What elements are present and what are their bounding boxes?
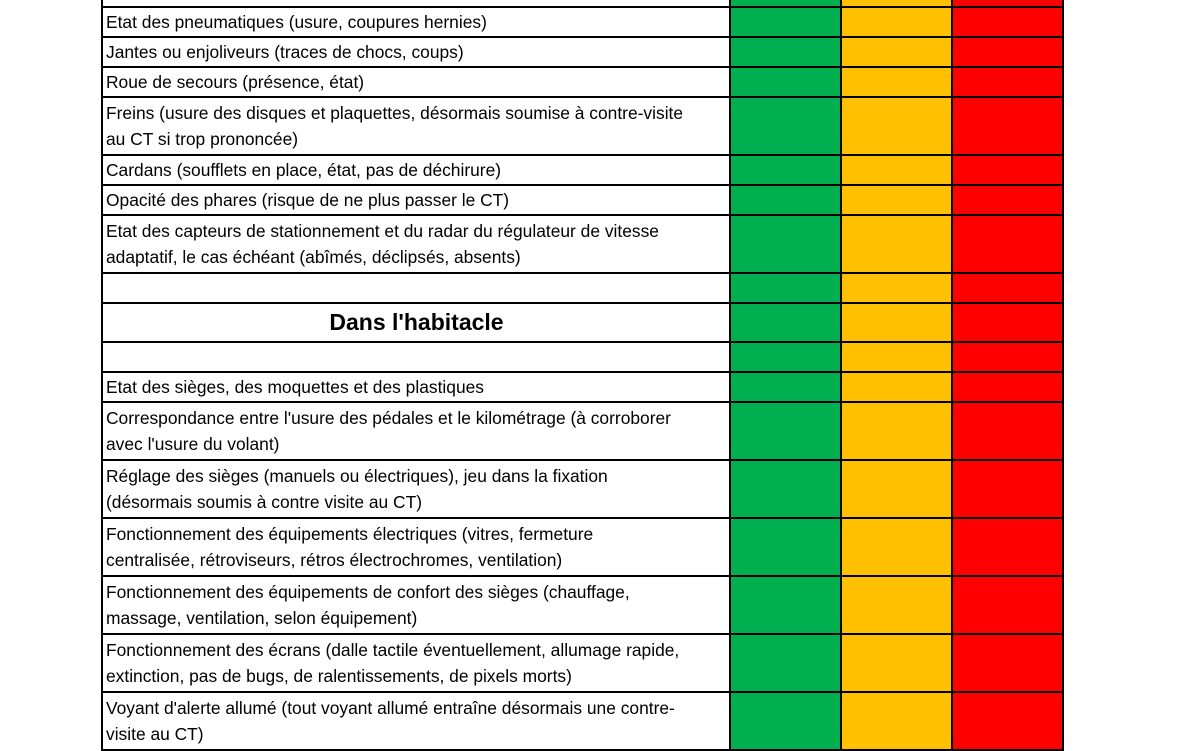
- status-yellow-cell[interactable]: [841, 518, 952, 576]
- checklist-item-label: Fonctionnement des équipements électriques (vitres, fermeture centralisée, rétroviseurs, rétros électrochromes, ventilation): [102, 518, 730, 576]
- section-heading-row: [102, 303, 1063, 342]
- status-green-cell[interactable]: [730, 634, 841, 692]
- status-red-cell[interactable]: [952, 0, 1063, 7]
- section-heading: Dans l'habitacle: [102, 303, 730, 342]
- status-red-cell[interactable]: [952, 372, 1063, 402]
- checklist-row: [102, 37, 1063, 67]
- checklist-item-label: Réglage des sièges (manuels ou électriques), jeu dans la fixation (désormais soumis à contre visite au CT): [102, 460, 730, 518]
- checklist-item-label: Fonctionnement des équipements de confort des sièges (chauffage, massage, ventilation, selon équipement): [102, 576, 730, 634]
- status-green-cell[interactable]: [730, 37, 841, 67]
- status-green-cell[interactable]: [730, 402, 841, 460]
- status-red-cell[interactable]: [952, 402, 1063, 460]
- status-yellow-cell[interactable]: [841, 576, 952, 634]
- status-yellow-cell[interactable]: [841, 372, 952, 402]
- status-red-cell[interactable]: [952, 273, 1063, 303]
- status-red-cell[interactable]: [952, 518, 1063, 576]
- checklist-row: [102, 518, 1063, 576]
- status-yellow-cell[interactable]: [841, 97, 952, 155]
- status-red-cell[interactable]: [952, 67, 1063, 97]
- status-green-cell[interactable]: [730, 0, 841, 7]
- checklist-row: [102, 372, 1063, 402]
- status-green-cell[interactable]: [730, 692, 841, 750]
- status-green-cell[interactable]: [730, 273, 841, 303]
- status-yellow-cell[interactable]: [841, 402, 952, 460]
- status-yellow-cell[interactable]: [841, 692, 952, 750]
- status-green-cell[interactable]: [730, 372, 841, 402]
- checklist-item-label: [102, 273, 730, 303]
- status-red-cell[interactable]: [952, 342, 1063, 372]
- status-yellow-cell[interactable]: [841, 185, 952, 215]
- status-red-cell[interactable]: [952, 460, 1063, 518]
- checklist-row: [102, 67, 1063, 97]
- status-red-cell[interactable]: [952, 155, 1063, 185]
- status-yellow-cell[interactable]: [841, 215, 952, 273]
- status-green-cell[interactable]: [730, 576, 841, 634]
- checklist-item-label: Voyant d'alerte allumé (tout voyant allumé entraîne désormais une contre- visite au CT): [102, 692, 730, 750]
- checklist-item-label: Freins (usure des disques et plaquettes, désormais soumise à contre-visite au CT si trop prononcée): [102, 97, 730, 155]
- checklist-item-label: Jantes ou enjoliveurs (traces de chocs, coups): [102, 37, 730, 67]
- checklist-row: [102, 0, 1063, 7]
- checklist-row: [102, 215, 1063, 273]
- checklist-row: [102, 273, 1063, 303]
- checklist-item-label: [102, 342, 730, 372]
- status-red-cell[interactable]: [952, 37, 1063, 67]
- status-yellow-cell[interactable]: [841, 273, 952, 303]
- status-yellow-cell[interactable]: [841, 634, 952, 692]
- checklist-body: [102, 0, 1063, 750]
- checklist-row: [102, 692, 1063, 750]
- status-yellow-cell[interactable]: [841, 7, 952, 37]
- status-green-cell[interactable]: [730, 97, 841, 155]
- checklist-item-label: Fonctionnement des écrans (dalle tactile éventuellement, allumage rapide, extinction, pas de bugs, de ralentissements, de pixels morts): [102, 634, 730, 692]
- checklist-row: [102, 342, 1063, 372]
- status-green-cell[interactable]: [730, 185, 841, 215]
- checklist-row: [102, 97, 1063, 155]
- status-red-cell[interactable]: [952, 692, 1063, 750]
- checklist-row: [102, 634, 1063, 692]
- status-red-cell[interactable]: [952, 215, 1063, 273]
- checklist-row: [102, 7, 1063, 37]
- checklist-item-label: Etat des capteurs de stationnement et du radar du régulateur de vitesse adaptatif, le cas échéant (abîmés, déclipsés, absents): [102, 215, 730, 273]
- checklist-item-label: Etat des pneumatiques (usure, coupures hernies): [102, 7, 730, 37]
- status-red-cell[interactable]: [952, 576, 1063, 634]
- status-yellow-cell[interactable]: [841, 342, 952, 372]
- status-green-cell[interactable]: [730, 342, 841, 372]
- checklist-item-label: Cardans (soufflets en place, état, pas de déchirure): [102, 155, 730, 185]
- checklist-row: [102, 185, 1063, 215]
- checklist-item-label: Opacité des phares (risque de ne plus passer le CT): [102, 185, 730, 215]
- status-yellow-cell[interactable]: [841, 67, 952, 97]
- status-green-cell[interactable]: [730, 460, 841, 518]
- status-red-cell[interactable]: [952, 634, 1063, 692]
- status-red-cell[interactable]: [952, 185, 1063, 215]
- status-red-cell[interactable]: [952, 7, 1063, 37]
- checklist-row: [102, 155, 1063, 185]
- checklist-item-label: Etat des sièges, des moquettes et des plastiques: [102, 372, 730, 402]
- status-green-cell[interactable]: [730, 303, 841, 342]
- checklist-row: [102, 576, 1063, 634]
- status-red-cell[interactable]: [952, 97, 1063, 155]
- status-yellow-cell[interactable]: [841, 155, 952, 185]
- status-yellow-cell[interactable]: [841, 460, 952, 518]
- status-green-cell[interactable]: [730, 155, 841, 185]
- status-green-cell[interactable]: [730, 7, 841, 37]
- status-yellow-cell[interactable]: [841, 37, 952, 67]
- status-red-cell[interactable]: [952, 303, 1063, 342]
- status-green-cell[interactable]: [730, 518, 841, 576]
- checklist-item-label: Correspondance entre l'usure des pédales et le kilométrage (à corroborer avec l'usure du volant): [102, 402, 730, 460]
- checklist-item-label: [102, 0, 730, 7]
- status-yellow-cell[interactable]: [841, 303, 952, 342]
- status-yellow-cell[interactable]: [841, 0, 952, 7]
- checklist-row: [102, 460, 1063, 518]
- status-green-cell[interactable]: [730, 215, 841, 273]
- status-green-cell[interactable]: [730, 67, 841, 97]
- checklist-table: [101, 0, 1064, 751]
- checklist-row: [102, 402, 1063, 460]
- checklist-item-label: Roue de secours (présence, état): [102, 67, 730, 97]
